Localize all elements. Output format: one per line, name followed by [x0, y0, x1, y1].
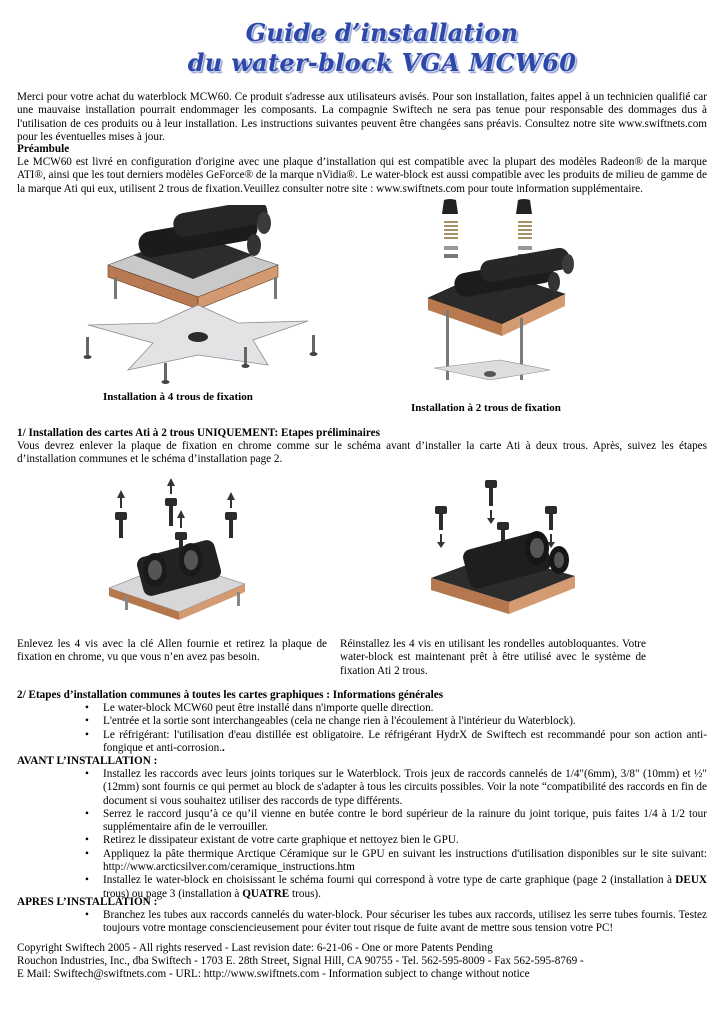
avant-list [17, 768, 707, 901]
document-title [0, 18, 724, 78]
list-item: • Branchez les tubes aux raccords cannelés du water-block. Pour sécuriser les tubes aux raccords, utilisez les serre tubes fournis. Testez toujours votre montage consciencieusement pour éviter tout risque de fuite avant de mettre sous tension votre PC! [17, 909, 707, 936]
title-line-1: Guide d’installation [245, 18, 519, 47]
list-item: • Serrez le raccord jusqu’à ce qu’il vienne en butée contre le bord supérieur de la rainure du joint torique, puis faites 1/4 à 1/2 tour supplémentaire afin de le verrouiller. [17, 808, 707, 835]
deux-emphasis: DEUX [675, 874, 707, 887]
list-item [17, 729, 707, 756]
section2-heading: 2/ Etapes d’installation communes à toutes les cartes graphiques : Informations générales [17, 689, 444, 701]
avant-heading: AVANT L’INSTALLATION : [17, 755, 158, 767]
general-info-list [17, 702, 707, 755]
footer-contact: E Mail: Swiftech@swiftnets.com - URL: http://www.swiftnets.com - Information subject to change without notice [17, 968, 530, 980]
figure-2-hole-caption: Installation à 2 trous de fixation [411, 402, 561, 414]
install-text-1: Installez le water-block en choisissant le schéma fourni qui correspond à votre type de carte graphique (page 2 (installation à [103, 874, 676, 887]
preamble-paragraph: Le MCW60 est livré en configuration d'origine avec une plaque d’installation qui est compatible avec la plupart des modèles Radeon® de la marque ATI®, ainsi que les tout derniers modèles GeForce® de la marque nVidia®. Le water-block est aussi compatible avec les produits de milieu de gamme de la marque Ati qui eux, utilisent 2 trous de fixation.Veuillez consulter notre site : www.swiftnets.com pour toute information supplémentaire. [17, 156, 707, 195]
section1-heading: 1/ Installation des cartes Ati à 2 trous UNIQUEMENT: Etapes préliminaires [17, 427, 380, 439]
list-item: • Installez les raccords avec leurs joints toriques sur le Waterblock. Trois jeux de raccords cannelés de 1/4"(6mm), 3/8" (10mm) et ½" (12mm) sont fournis ce qui permet au block de s'adapter à tous les circuits possibles. Voir la note “compatibilité des raccords en fin de document si vous souhaitez utiliser des raccords de type différents. [17, 768, 707, 808]
footer-copyright: Copyright Swiftech 2005 - All rights reserved - Last revision date: 6-21-06 - One or more Patents Pending [17, 942, 493, 954]
figure-4-hole-caption: Installation à 4 trous de fixation [103, 391, 253, 403]
figure-reinstall-screws [425, 478, 590, 623]
reinstall-screws-caption: Réinstallez les 4 vis en utilisant les rondelles autobloquantes. Votre water-block est maintenant prêt à être utilisé avec le système de fixation Ati 2 trous. [340, 638, 646, 677]
list-item: • Appliquez la pâte thermique Arctique Céramique sur le GPU en suivant les instructions d'utilisation disponibles sur le site suivant: http://www.arcticsilver.com/ceramique_instructions.htm [17, 848, 707, 875]
remove-screws-caption: Enlevez les 4 vis avec la clé Allen fournie et retirez la plaque de fixation en chrome, vu que vous n’en avez pas besoin. [17, 638, 327, 664]
list-item: • L'entrée et la sortie sont interchangeables (cela ne change rien à l'écoulement à l'intérieur du Waterblock). [17, 715, 707, 728]
coolant-text: Le réfrigérant: l'utilisation d'eau distillée est obligatoire. Le réfrigérant HydrX de Swiftech est recommandé pour son action anti-fongique et anti-corrosion. [103, 728, 707, 754]
section1-paragraph: Vous devrez enlever la plaque de fixation en chrome comme sur le schéma avant d’installer la carte Ati à deux trous. Après, suivez les étapes d’installation communes et le schéma d’installation page 2. [17, 440, 707, 466]
list-item: • Retirez le dissipateur existant de votre carte graphique et nettoyez bien le GPU. [17, 834, 707, 847]
quatre-emphasis: QUATRE [242, 887, 290, 900]
apres-list [17, 909, 707, 936]
install-text-2: trous) ou page 3 (installation à [103, 887, 243, 900]
footer-address: Rouchon Industries, Inc., dba Swiftech - 1703 E. 28th Street, Signal Hill, CA 90755 - Tel. 562-595-8009 - Fax 562-595-8769 - [17, 955, 584, 967]
figure-2-hole-installation [420, 198, 580, 388]
title-line-2: du water-block VGA MCW60 [187, 48, 577, 77]
intro-paragraph: Merci pour votre achat du waterblock MCW60. Ce produit s'adresse aux utilisateurs avisés. Pour son installation, faites appel à un technicien qualifié car une mauvaise installation pourrait endommager les composants. La compagnie Swiftech ne sera pas tenue pour responsable des dommages dus à l'utilisation de ces produits ou à leur installation. Les instructions suivantes peuvent être changées sans préavis. Consultez notre site www.swiftnets.com pour les éventuelles mises à jour. [17, 91, 707, 143]
apres-heading: APRES L’INSTALLATION : [17, 896, 158, 908]
preamble-heading: Préambule [17, 143, 70, 155]
list-item: • Le water-block MCW60 peut être installé dans n'importe quelle direction. [17, 702, 707, 715]
install-text-3: trous). [289, 887, 321, 900]
coolant-period: . [222, 741, 225, 754]
figure-remove-screws [95, 478, 265, 628]
figure-4-hole-installation [78, 205, 328, 385]
